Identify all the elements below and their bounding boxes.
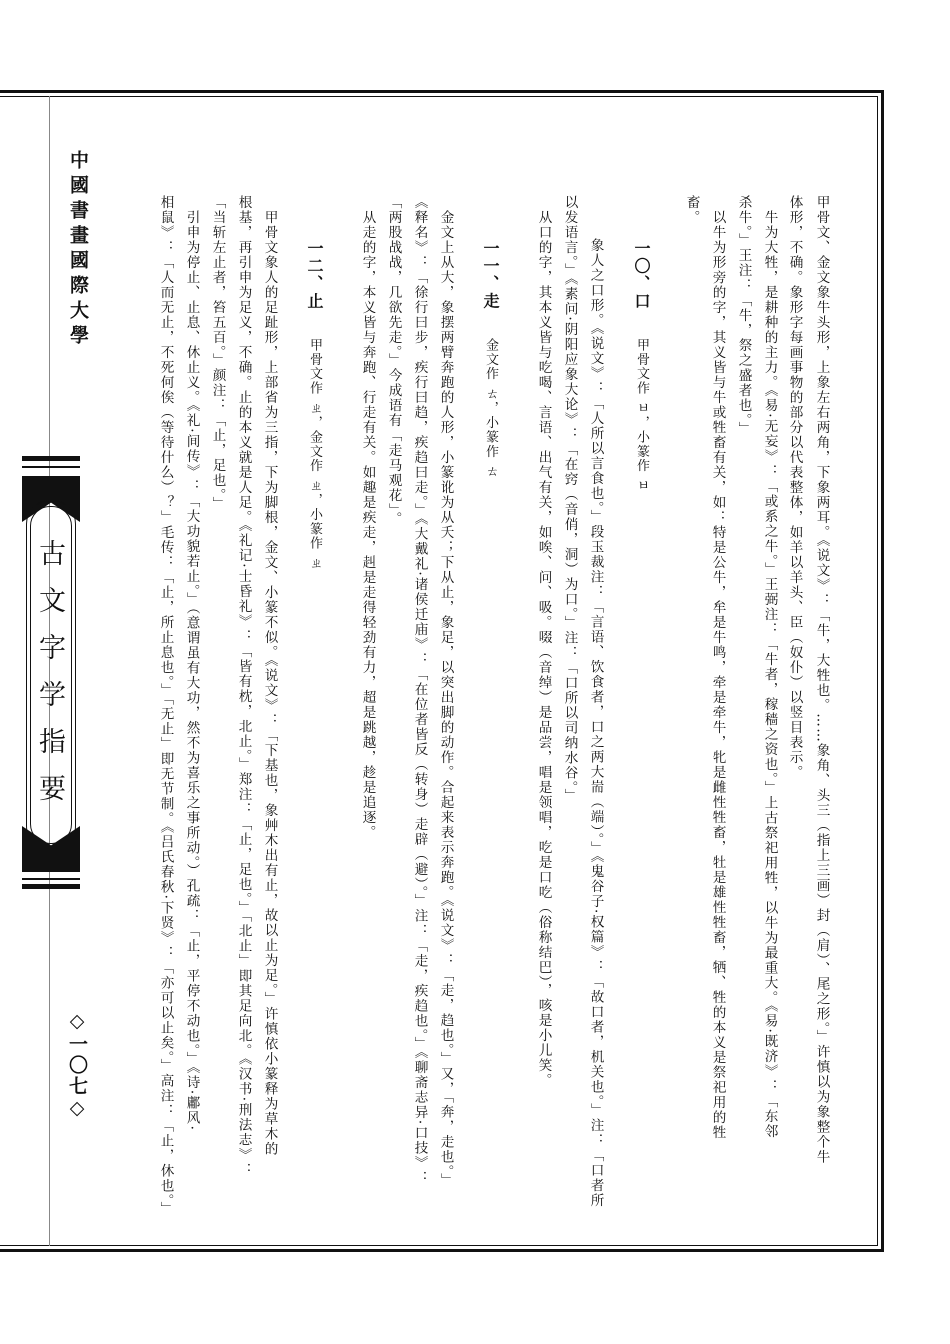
book-title: 古文字学指要	[34, 539, 65, 821]
section-heading: 一〇、口	[632, 240, 651, 310]
text-column: 杀牛。」王注：「牛，祭之盛者也。」	[735, 195, 752, 437]
text-column: 牛为大牲，是耕种的主力。《易·无妄》：「或系之牛。」王弼注：「牛者，稼穑之资也。」上古祭祀用牲，以牛为最重大。《易·既济》：「东邻	[761, 210, 778, 1140]
text-column: 引申为停止、止息、休止义。《礼·间传》：「大功貌若止。」（意谓虽有大功，然不为喜乐之事所动。）孔疏：「止，平停不动也。」《诗·鄘风·	[183, 210, 200, 1132]
text-column: 《释名》：「徐行曰步，疾行曰趋，疾趋曰走。」《大戴礼·诸侯迁庙》：「在位者皆反（转身）走辟（避）。」注：「走，疾趋也。」《聊斋志异·口技》：	[411, 195, 428, 1186]
text-column: 根基，再引申为足义，不确。止的本义就是人足。《礼记·士昏礼》：「皆有枕，北止。」郑注：「止，足也。」「北止」即其足向北。《汉书·刑法志》：	[235, 195, 252, 1178]
title-rule-top-thin	[22, 466, 80, 468]
title-rule-bottom	[22, 884, 80, 889]
text-column: 象人之口形。《说文》：「人所以言食也。」段玉裁注：「言语、饮食者，口之两大耑（端）。」《鬼谷子·权篇》：「故口者，机关也。」注：「口者所	[587, 238, 604, 1208]
text-column: 金文上从大，象摆两臂奔跑的人形，小篆讹为从夭；下从止，象足，以突出脚的动作。合起来表示奔跑。《说文》：「走，趋也。」又，「奔，走也。」	[437, 210, 454, 1188]
section-heading: 一一、走	[481, 240, 500, 310]
text-column: 以牛为形旁的字，其义皆与牛或牲畜有关，如：特是公牛，牟是牛鸣，牵是牵牛，牝是雌性牲畜，牡是雄性牲畜，牺、牲的本义是祭祀用的牲	[709, 210, 726, 1140]
text-column: 甲骨文、金文象牛头形，上象左右两角，下象两耳。《说文》：「牛，大牲也。……象角、头三（指上三画）封（肩）、尾之形。」许慎以为象整个牛	[813, 195, 830, 1165]
text-column: 相鼠》：「人而无止，不死何俟（等待什么）？」毛传：「止，所止息也。」「无止」即无节制。《吕氏春秋·下贤》：「亦可以止矣。」高注：「止，休也。」	[157, 195, 174, 1217]
title-rule-bottom-thin	[22, 878, 80, 880]
text-column: 从走的字，本义皆与奔跑、行走有关。如趣是疾走，赳是走得轻劲有力，超是跳越，趁是追逐。	[359, 210, 376, 840]
section-heading: 一二、止	[305, 240, 324, 310]
text-column: 畜。	[683, 195, 700, 225]
glyph-forms: 金文作 ㄊ，小篆作 ㄊ	[483, 338, 498, 479]
text-column: 体形，不确。象形字每画事物的部分以代表整体，如羊以羊头、臣（奴仆）以竖目表示。	[786, 195, 803, 780]
text-column: 从口的字，其本义皆与吃喝、言语、出气有关，如唉、问、吸。啜（音绰）是品尝，唱是领唱，吃是口吃（俗称结巴），咳是小儿笑。	[535, 210, 552, 1089]
university-name: 中國書畫國際大學	[67, 150, 89, 350]
text-column: 「两股战战，几欲先走。」今成语有「走马观花」。	[385, 195, 402, 527]
page-number: ◇一〇七◇	[66, 1010, 88, 1121]
text-column: 甲骨文象人的足趾形，上部省为三指，下为脚根，金文、小篆不似。《说文》：「下基也，象艸木出有止，故以止为足。」许慎依小篆释为草木的	[261, 210, 278, 1157]
text-column: 「当斩左止者，笞五百。」颜注：「止，足也。」	[209, 195, 226, 512]
glyph-forms: 甲骨文作 ㄓ，金文作 ㄓ，小篆作 ㄓ	[307, 338, 322, 571]
title-rule-top	[22, 456, 80, 461]
text-column: 以发语言。」《素问·阴阳应象大论》：「在窍（音俏，洞）为口。」注：「口所以司纳水谷。」	[561, 195, 578, 804]
glyph-forms: 甲骨文作 ㅂ，小篆作 ㅂ	[634, 338, 649, 494]
